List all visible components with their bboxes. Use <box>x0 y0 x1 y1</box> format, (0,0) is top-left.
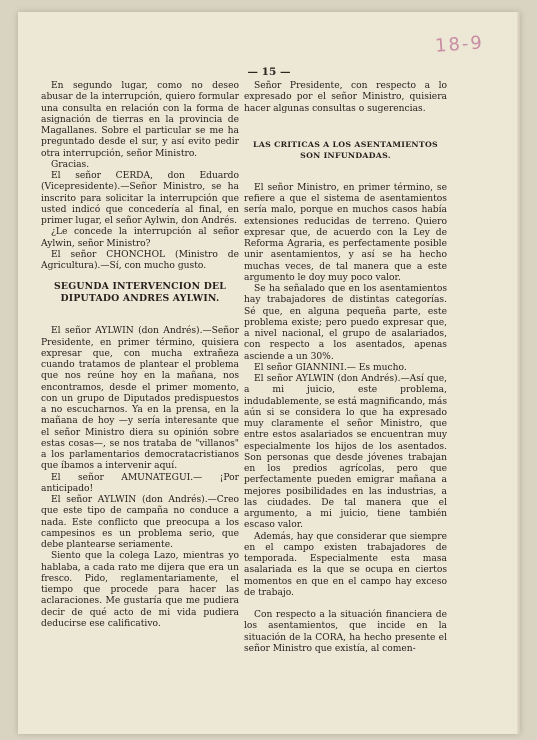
page-number: — 15 — <box>247 66 291 78</box>
paragraph: El señor CHONCHOL (Ministro de Agricultura).—Sí, con mucho gusto. <box>41 249 239 271</box>
right-column <box>244 81 447 655</box>
paragraph: Con respecto a la situación financiera de los asentamientos, que incide en la situación de la CORA, ha hecho presente el señor Ministro que existía, al comen- <box>244 610 447 654</box>
paragraph: Gracias. <box>51 159 90 170</box>
section-heading: LAS CRITICAS A LOS ASENTAMIENTOS SON INFUNDADAS. <box>253 139 438 160</box>
paragraph: Se ha señalado que en los asentamientos hay trabajadores de distintas categorías. Sé que, en alguna pequeña parte, este problema existe; pero puedo expresar que, a nivel nacional, el grupo de asalariados, con respecto a los asentados, apenas asciende a un 30%. <box>244 284 447 362</box>
left-column <box>41 81 239 630</box>
page-edge-shadow <box>517 12 520 734</box>
paragraph: Siento que la colega Lazo, mientras yo hablaba, a cada rato me dijera que era un fresco. Pido, reglamentariamente, el tiempo que procede para hacer las aclaraciones. Me gustaría que me pudiera decir de qué acto de mi vida pudiera deducirse ese calificativo. <box>41 551 239 629</box>
paragraph: El señor AMUNATEGUI.— ¡Por anticipado! <box>41 472 239 494</box>
paragraph: El señor GIANNINI.— Es mucho. <box>254 362 407 373</box>
paragraph: El señor AYLWIN (don Andrés).—Señor Presidente, en primer término, quisiera expresar que, con mucha extrañeza cuando tratamos de plantear el problema que nos reúne hoy en la mañana, nos encontramos, desde el primer momento, con un grupo de Diputados predispuestos a no escucharnos. Ya en la prensa, en la mañana de hoy —y sería interesante que el señor Ministro diera su opinión sobre estas cosas—, se nos trataba de "villanos" a los parlamentarios democratacristianos que íbamos a intervenir aquí. <box>41 326 239 472</box>
paragraph: El señor AYLWIN (don Andrés).—Así que, a mi juicio, este problema, indudablemente, se está magnificando, más aún si se considera lo que ha expresado muy claramente el señor Ministro, que entre estos asalariados se encuentran muy especialmente los hijos de los asentados. Son personas que desde jóvenes trabajan en los predios agrícolas, pero que perfectamente pueden emigrar mañana a mejores posibilidades en las industrias, a las ciudades. De tal manera que el argumento, a mi juicio, tiene también escaso valor. <box>244 374 447 531</box>
paragraph: El señor AYLWIN (don Andrés).—Creo que este tipo de campaña no conduce a nada. Este conflicto que preocupa a los campesinos es un problema serio, que debe plantearse seriamente. <box>41 495 239 550</box>
paragraph: El señor Ministro, en primer término, se refiere a que el sistema de asentamientos sería malo, porque en muchos casos había extensiones reducidas de terreno. Quiero expresar que, de acuerdo con la Ley de Reforma Agraria, es perfectamente posible unir asentamientos, y así se ha hecho muchas veces, de tal manera que a este argumento le doy muy poco valor. <box>244 182 447 283</box>
paragraph: En segundo lugar, como no deseo abusar de la interrupción, quiero formular una consulta en relación con la forma de asignación de tierras en la provincia de Magallanes. Sobre el particular se me ha preguntado desde el sur, y así evito pedir otra interrupción, señor Ministro. <box>41 81 239 159</box>
section-heading: SEGUNDA INTERVENCION DEL DIPUTADO ANDRES AYLWIN. <box>54 281 226 304</box>
paragraph: Además, hay que considerar que siempre en el campo existen trabajadores de temporada. Especialmente esta masa asalariada es la que se ocupa en ciertos momentos en que en el campo hay exceso de trabajo. <box>244 531 447 598</box>
paragraph: Señor Presidente, con respecto a lo expresado por el señor Ministro, quisiera hacer algunas consultas o sugerencias. <box>244 81 447 114</box>
handwritten-note: 18-9 <box>434 32 485 57</box>
paragraph: ¿Le concede la interrupción al señor Aylwin, señor Ministro? <box>41 227 239 249</box>
paragraph: El señor CERDA, don Eduardo (Vicepresidente).—Señor Ministro, se ha inscrito para solicitar la interrupción que usted indicó que concedería al final, en primer lugar, el señor Aylwin, don Andrés. <box>41 171 239 226</box>
